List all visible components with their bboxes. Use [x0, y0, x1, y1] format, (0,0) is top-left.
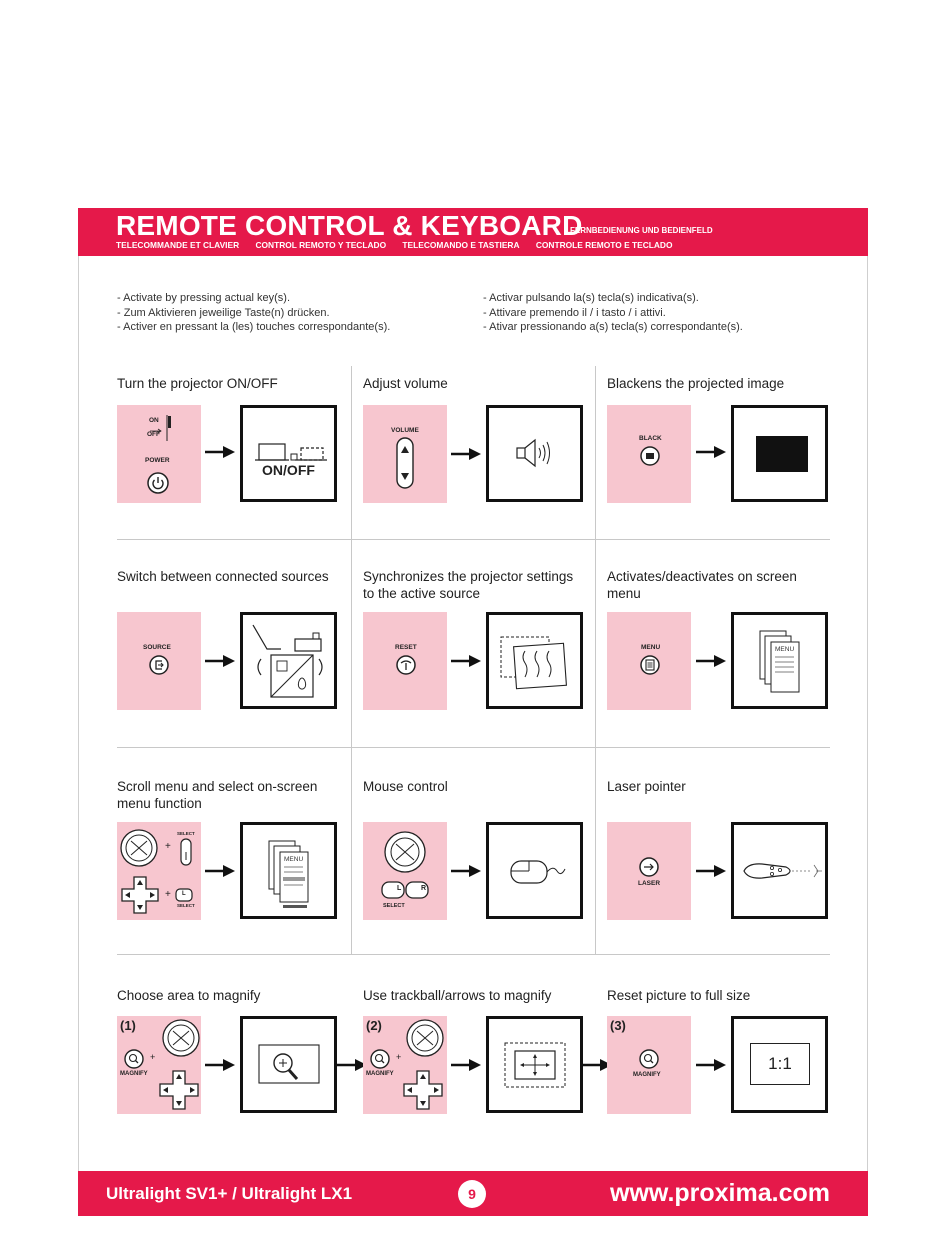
caption-menu: Activates/deactivates on screen menu: [607, 569, 797, 601]
l-key-label: L: [397, 885, 402, 892]
trackball-icon[interactable]: [383, 830, 427, 874]
footer-banner: [78, 1171, 868, 1216]
intro-line: - Zum Aktivieren jeweilige Taste(n) drücken.: [117, 306, 330, 319]
arrow-icon: [696, 1058, 726, 1072]
column-divider: [595, 366, 596, 954]
laser-button-icon[interactable]: [638, 856, 660, 878]
screen-volume: [486, 405, 583, 502]
magnifier-screen-icon: [257, 1043, 323, 1089]
screen-source: [240, 612, 337, 709]
black-key-label: BLACK: [639, 435, 662, 442]
header-banner: [78, 208, 868, 256]
screen-scroll: [240, 822, 337, 919]
caption-reset: Synchronizes the projector settings to the active source: [363, 569, 574, 601]
row-divider: [117, 954, 830, 955]
plus-sign: +: [165, 841, 171, 852]
caption-magnify3: Reset picture to full size: [607, 988, 751, 1003]
row-divider: [117, 747, 830, 748]
title-fr: TELECOMMANDE ET CLAVIER: [116, 240, 240, 250]
screen-power: [240, 405, 337, 502]
intro-line: - Ativar pressionando a(s) tecla(s) correspondante(s).: [483, 321, 743, 333]
page-subtitle-de: FERNBEDIENUNG UND BEDIENFELD: [570, 226, 713, 235]
key-panel-menu: [607, 612, 691, 710]
projector-onoff-icon: [255, 440, 327, 462]
language-titles: [116, 240, 686, 250]
model-name: Ultralight SV1+ / Ultralight LX1: [106, 1184, 353, 1203]
l-key-label: L: [182, 891, 186, 897]
trackball-icon[interactable]: [119, 828, 159, 868]
power-key-label: POWER: [145, 457, 170, 464]
screen-magnify1: [240, 1016, 337, 1113]
screen-black: [731, 405, 828, 502]
magnify-button-icon[interactable]: [123, 1048, 145, 1070]
key-panel-reset: [363, 612, 447, 710]
screen-menu: [731, 612, 828, 709]
arrow-pad-icon[interactable]: [403, 1070, 443, 1110]
reset-key-label: RESET: [395, 644, 417, 651]
volume-rocker-icon[interactable]: [396, 437, 414, 489]
arrow-icon: [205, 1058, 235, 1072]
trackball-icon[interactable]: [161, 1018, 201, 1058]
arrow-icon: [205, 864, 235, 878]
arrow-icon: [696, 864, 726, 878]
caption-laser: Laser pointer: [607, 779, 686, 794]
arrow-icon: [451, 864, 481, 878]
arrow-icon: [451, 1058, 481, 1072]
source-switch-icon: [247, 619, 330, 702]
arrow-icon: [696, 445, 726, 459]
key-panel-magnify2: [363, 1016, 447, 1114]
black-image-icon: [756, 436, 808, 472]
menu-page-text: MENU: [775, 646, 795, 653]
screen-reset: [486, 612, 583, 709]
intro-left: [117, 291, 390, 335]
page-title: REMOTE CONTROL & KEYBOARD: [116, 210, 583, 241]
website-link[interactable]: www.proxima.com: [610, 1179, 830, 1207]
menu-button-icon[interactable]: [639, 654, 661, 676]
caption-magnify2: Use trackball/arrows to magnify: [363, 988, 552, 1003]
intro-line: - Activate by pressing actual key(s).: [117, 292, 291, 304]
step-number: (2): [366, 1018, 382, 1033]
full-size-text: 1:1: [750, 1043, 810, 1085]
title-es: CONTROL REMOTO Y TECLADO: [255, 240, 387, 250]
arrow-icon: [696, 654, 726, 668]
laser-key-label: LASER: [638, 880, 661, 887]
arrow-icon: [451, 447, 481, 461]
arrow-icon: [205, 654, 235, 668]
caption-volume: Adjust volume: [363, 376, 448, 391]
source-key-label: SOURCE: [143, 644, 171, 651]
power-button-icon[interactable]: [146, 471, 170, 495]
key-panel-source: [117, 612, 201, 710]
source-button-icon[interactable]: [148, 654, 170, 676]
screen-magnify3: [731, 1016, 828, 1113]
intro-right: [483, 291, 743, 335]
select-key-label: SELECT: [177, 831, 195, 836]
speaker-icon: [515, 438, 557, 470]
off-label: OFF: [147, 431, 160, 438]
key-panel-power: [117, 405, 201, 503]
step-number: (1): [120, 1018, 136, 1033]
magnify-key-label: MAGNIFY: [366, 1071, 394, 1077]
arrow-pad-icon[interactable]: [159, 1070, 199, 1110]
caption-mouse: Mouse control: [363, 779, 448, 794]
power-switch-icon: [147, 413, 177, 443]
black-button-icon[interactable]: [639, 445, 661, 467]
plus-sign: +: [150, 1052, 156, 1062]
magnify-button-icon[interactable]: [369, 1048, 391, 1070]
reset-button-icon[interactable]: [395, 654, 417, 676]
menu-pages-icon: [758, 629, 804, 695]
caption-power: Turn the projector ON/OFF: [117, 376, 278, 391]
title-it: TELECOMANDO E TASTIERA: [402, 240, 520, 250]
intro-line: - Activer en pressant la (les) touches correspondante(s).: [117, 321, 391, 333]
step-number: (3): [610, 1018, 626, 1033]
intro-line: - Attivare premendo il / i tasto / i attivi.: [483, 306, 666, 319]
intro-line: - Activar pulsando la(s) tecla(s) indicativa(s).: [483, 292, 699, 304]
title-pt: CONTROLE REMOTO E TECLADO: [535, 240, 673, 250]
screen-mouse: [486, 822, 583, 919]
arrow-pad-icon[interactable]: [121, 876, 159, 914]
on-label: ON: [149, 417, 159, 424]
page-number: 9: [458, 1180, 486, 1208]
menu-page-text: MENU: [284, 856, 304, 863]
key-panel-laser: [607, 822, 691, 920]
trackball-icon[interactable]: [405, 1018, 445, 1058]
key-panel-black: [607, 405, 691, 503]
mouse-icon: [509, 857, 569, 887]
arrow-icon: [451, 654, 481, 668]
volume-key-label: VOLUME: [391, 427, 419, 434]
magnify-button-icon[interactable]: [638, 1048, 660, 1070]
onoff-text: ON/OFF: [262, 462, 315, 478]
magnify-key-label: MAGNIFY: [120, 1071, 148, 1077]
key-panel-mouse: [363, 822, 447, 920]
key-panel-scroll: [117, 822, 201, 920]
column-divider: [351, 366, 352, 954]
menu-key-label: MENU: [641, 644, 661, 651]
caption-black: Blackens the projected image: [607, 376, 785, 391]
plus-sign: +: [396, 1052, 402, 1062]
arrow-icon: [205, 445, 235, 459]
menu-select-icon: [267, 839, 313, 909]
sync-image-icon: [499, 633, 571, 691]
key-panel-magnify1: [117, 1016, 201, 1114]
select-key-label: SELECT: [177, 903, 195, 908]
plus-sign: +: [165, 889, 171, 900]
select-key-label: SELECT: [383, 903, 405, 909]
key-panel-magnify3: [607, 1016, 691, 1114]
caption-magnify1: Choose area to magnify: [117, 988, 261, 1003]
caption-source: Switch between connected sources: [117, 569, 329, 584]
key-panel-volume: [363, 405, 447, 503]
screen-laser: [731, 822, 828, 919]
select-rocker-icon[interactable]: [180, 838, 192, 866]
magnify-key-label: MAGNIFY: [633, 1072, 661, 1078]
screen-magnify2: [486, 1016, 583, 1113]
caption-scroll: Scroll menu and select on-screen menu function: [117, 779, 318, 811]
zoom-area-icon: [503, 1041, 569, 1091]
r-key-label: R: [421, 885, 427, 892]
row-divider: [117, 539, 830, 540]
laser-remote-icon: [742, 859, 824, 883]
